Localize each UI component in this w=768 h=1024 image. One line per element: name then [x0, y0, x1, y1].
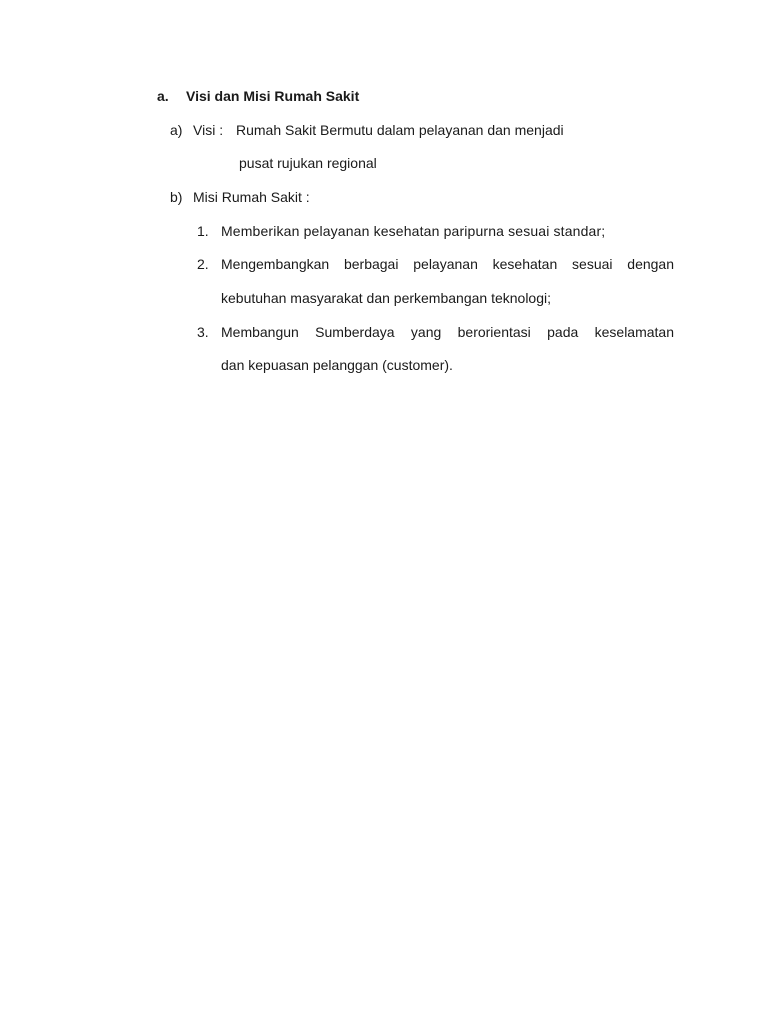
list-item-text-continued: dan kepuasan pelanggan (customer). — [221, 357, 453, 373]
list-item-text: Memberikan pelayanan kesehatan paripurna sesuai standar; — [221, 223, 606, 239]
list-item-text-line: Mengembangkan berbagai pelayanan kesehatan sesuai dengan — [221, 256, 674, 272]
section-title: Visi dan Misi Rumah Sakit — [186, 88, 360, 104]
list-item-text-line: Membangun Sumberdaya yang berorientasi pada keselamatan — [221, 324, 674, 340]
misi-marker: b) — [170, 189, 183, 205]
list-item-text — [221, 323, 674, 341]
list-item-number: 1. — [197, 223, 209, 239]
visi-marker: a) — [170, 122, 183, 138]
visi-text-line-2: pusat rujukan regional — [239, 155, 377, 171]
misi-label: Misi Rumah Sakit : — [193, 189, 310, 205]
list-item-number: 3. — [197, 324, 209, 340]
list-item-number: 2. — [197, 256, 209, 272]
list-item-text-continued: kebutuhan masyarakat dan perkembangan teknologi; — [221, 290, 551, 306]
visi-label: Visi : — [193, 122, 224, 138]
list-item-text — [221, 255, 674, 273]
visi-text-line-1: Rumah Sakit Bermutu dalam pelayanan dan menjadi — [236, 122, 564, 138]
section-marker: a. — [157, 88, 169, 104]
